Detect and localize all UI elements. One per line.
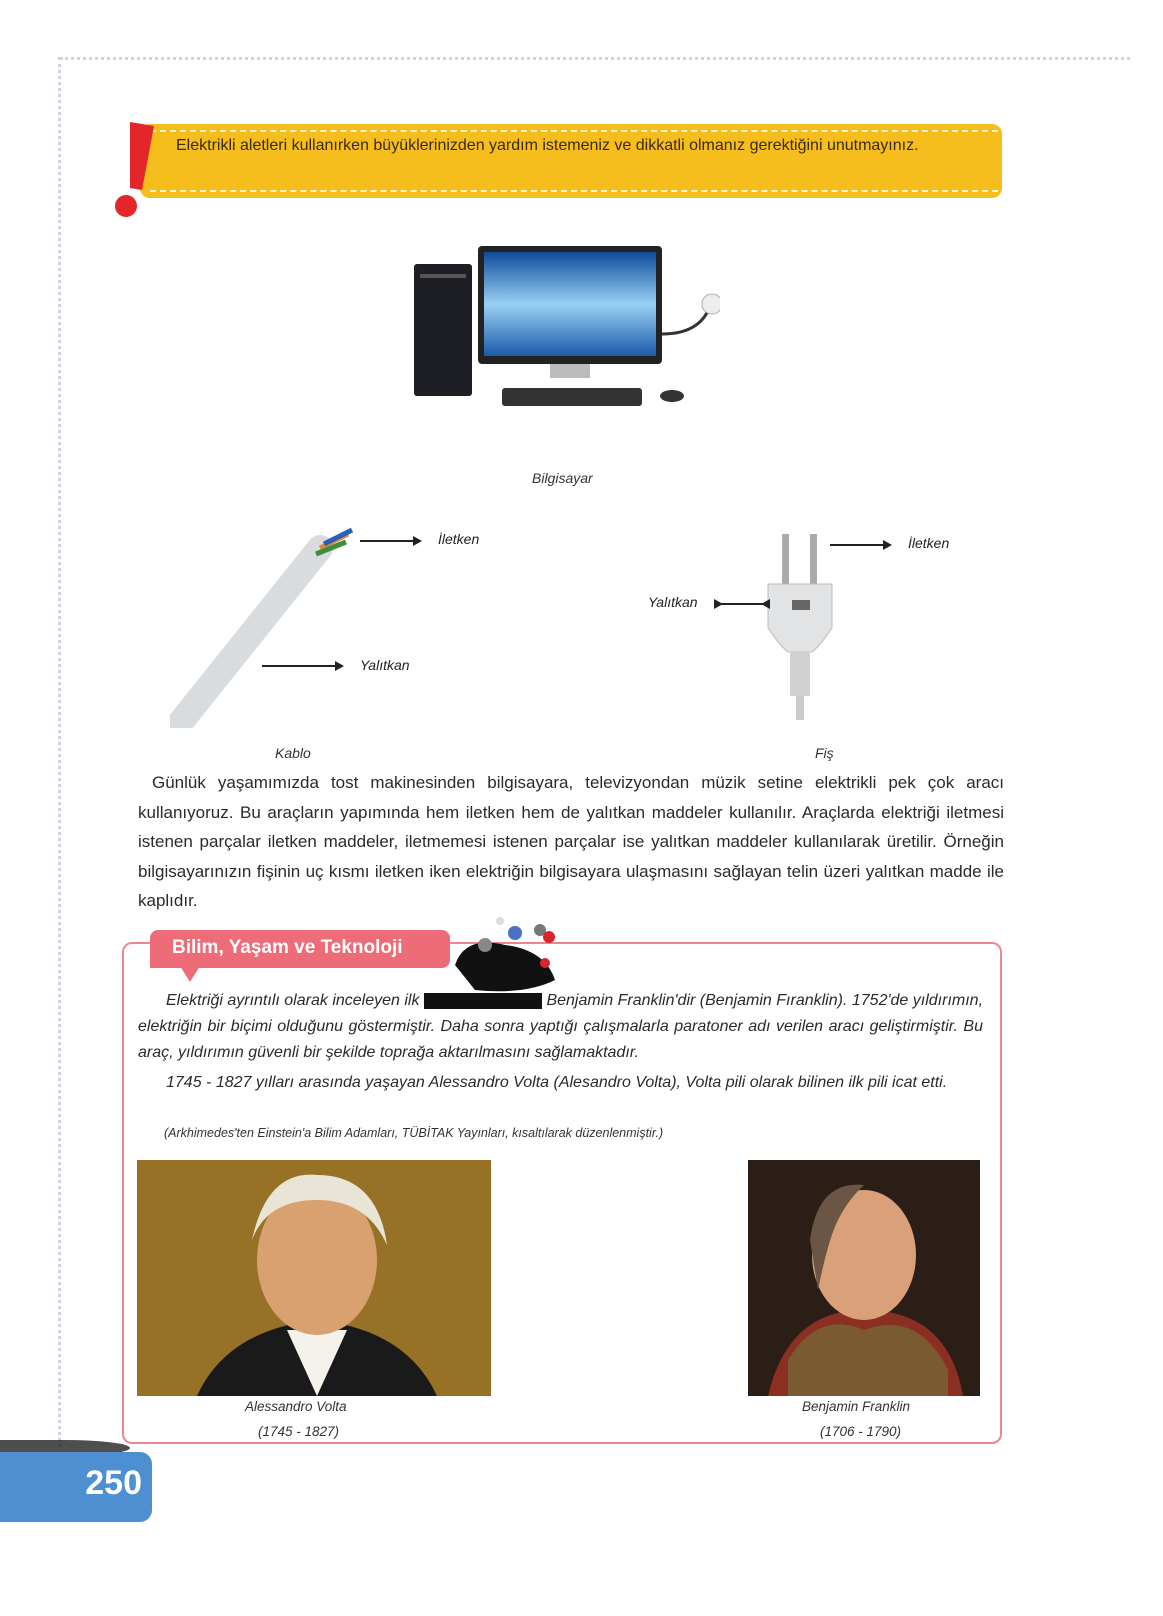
- warning-banner: [140, 124, 1002, 198]
- page-border-left: [58, 57, 61, 1447]
- box-paragraph-2: 1745 - 1827 yılları arasında yaşayan Alessandro Volta (Alesandro Volta), Volta pili olarak bilinen ilk pili icat etti.: [166, 1074, 948, 1091]
- box-paragraph-1b: Benjamin Franklin'dir (Benjamin Fıranklin). 1752'de yıldırımın, elektriğin bir biçimi olduğunu göstermiştir. Daha sonra yaptığı çalışmalarla paratoner adı verilen aracı geliştirmiştir. Bu araç, yıldırımın güvenli bir şekilde toprağa aktarılmasını sağlamaktadır.: [138, 992, 984, 1061]
- title-tail: [180, 966, 200, 982]
- computer-image: [410, 244, 720, 414]
- plug-image: [760, 528, 840, 723]
- plug-conductor-label: İletken: [908, 535, 950, 551]
- warning-text: Elektrikli aletleri kullanırken büyüklerinizden yardım istemeniz ve dikkatli olmanız gerektiğini unutmayınız.: [176, 137, 919, 154]
- box-paragraph-1a: Elektriği ayrıntılı olarak inceleyen ilk: [166, 992, 420, 1009]
- cable-insulator-arrow: [262, 665, 342, 667]
- main-paragraph: Günlük yaşamımızda tost makinesinden bilgisayara, televizyondan müzik setine elektrikli pek çok aracı kullanıyoruz. Bu araçların yapımında hem iletken hem de yalıtkan maddeler kullanılır. Araçlarda elektriği iletmesi istenen parçalar iletken maddeler, iletmemesi istenen parçalar ise yalıtkan maddeler kullanılarak üretilir. Örneğin bilgisayarınızın fişinin uç kısmı iletken iken elektriğin bilgisayara ulaşmasını sağlayan telin üzeri yalıtkan madde ile kaplıdır.: [138, 773, 1004, 910]
- cable-conductor-arrow: [360, 540, 420, 542]
- franklin-portrait: [748, 1160, 980, 1396]
- cable-conductor-label: İletken: [438, 531, 480, 547]
- cable-insulator-label: Yalıtkan: [360, 657, 410, 673]
- cable-caption: Kablo: [275, 745, 311, 761]
- plug-insulator-arrow: [716, 603, 768, 605]
- cable-image: [170, 528, 370, 728]
- plug-conductor-arrow: [830, 544, 890, 546]
- exclamation-icon: [112, 120, 158, 220]
- franklin-name: Benjamin Franklin: [802, 1399, 911, 1414]
- franklin-years: (1706 - 1790): [820, 1424, 902, 1439]
- redacted-area: [424, 993, 542, 1009]
- computer-caption: Bilgisayar: [532, 470, 593, 486]
- science-box-title: Bilim, Yaşam ve Teknoloji: [150, 930, 450, 968]
- science-box-text: [138, 988, 983, 1096]
- page-border-top: [60, 57, 1130, 60]
- page-number: 250: [0, 1452, 152, 1522]
- volta-portrait: [137, 1160, 491, 1396]
- molecule-image: [445, 905, 575, 995]
- volta-name: Alessandro Volta: [245, 1399, 347, 1414]
- plug-insulator-label: Yalıtkan: [648, 594, 698, 610]
- plug-caption: Fiş: [815, 745, 834, 761]
- citation: (Arkhimedes'ten Einstein'a Bilim Adamları, TÜBİTAK Yayınları, kısaltılarak düzenlenmiştir.): [164, 1126, 664, 1140]
- volta-years: (1745 - 1827): [258, 1424, 340, 1439]
